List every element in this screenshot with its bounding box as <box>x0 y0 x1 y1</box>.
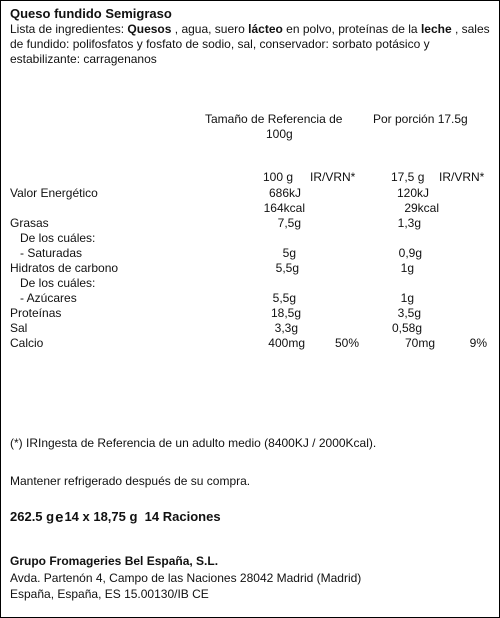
row-value-portion: 0,58g <box>391 321 422 335</box>
col-100g-header: 100 g <box>263 170 294 184</box>
row-value-portion: 1g <box>400 291 414 305</box>
row-ir-portion: 9% <box>469 336 487 350</box>
col-irvrn-header-1: IR/VRN* <box>310 170 356 184</box>
col-portion-header: 17,5 g <box>391 170 425 184</box>
row-label: De los cuáles: <box>20 276 96 290</box>
row-value-portion: 120kJ <box>396 186 429 200</box>
row-value-portion: 29kcal <box>404 201 439 215</box>
net-quantity-line <box>10 509 221 525</box>
row-value-portion: 0,9g <box>398 246 422 260</box>
portions-count: 14 Raciones <box>144 509 221 524</box>
ingredients-part1: , agua, suero <box>171 22 249 36</box>
ingredients-text <box>10 22 492 67</box>
row-value-100g: 164kcal <box>263 201 305 215</box>
reference-size-label-line1: Tamaño de Referencia de <box>205 112 343 126</box>
reference-intake-footnote: (*) IRIngesta de Referencia de un adulto medio (8400KJ / 2000Kcal). <box>10 436 377 450</box>
ingredients-prefix: Lista de ingredientes: <box>10 22 128 36</box>
ingredients-part3: , sales de fundido: polifosfatos y fosfato de sodio, sal, conservador: sorbato potásico y estabilizante: carragenanos <box>10 22 490 66</box>
company-name: Grupo Fromageries Bel España, S.L. <box>10 554 219 568</box>
row-value-100g: 5,5g <box>275 261 299 275</box>
row-label: De los cuáles: <box>20 231 96 245</box>
estimated-sign-icon: e <box>55 509 64 526</box>
row-value-100g: 5g <box>282 246 296 260</box>
reference-size-label-line2: 100g <box>266 127 293 141</box>
row-label: Sal <box>10 321 28 335</box>
row-label: - Saturadas <box>20 246 83 260</box>
product-title: Queso fundido Semigraso <box>10 6 172 21</box>
col-irvrn-header-2: IR/VRN* <box>439 170 485 184</box>
row-value-100g: 686kJ <box>268 186 301 200</box>
row-value-portion: 70mg <box>404 336 435 350</box>
portion-size-label: Por porción 17.5g <box>373 112 468 126</box>
company-country-registry: España, España, ES 15.00130/IB CE <box>10 587 209 601</box>
row-label: Hidratos de carbono <box>10 261 119 275</box>
storage-instructions: Mantener refrigerado después de su compra. <box>10 474 251 488</box>
row-label: Proteínas <box>10 306 62 320</box>
net-weight: 262.5 g <box>10 509 55 524</box>
row-ir-100g: 50% <box>334 336 359 350</box>
row-value-100g: 3,3g <box>274 321 298 335</box>
company-address: Avda. Partenón 4, Campo de las Naciones 28042 Madrid (Madrid) <box>10 571 362 585</box>
row-label: Valor Energético <box>10 186 98 200</box>
row-value-100g: 5,5g <box>272 291 296 305</box>
row-value-100g: 18,5g <box>270 306 301 320</box>
row-value-portion: 3,5g <box>397 306 421 320</box>
row-label: Grasas <box>10 216 49 230</box>
row-label: - Azúcares <box>20 291 77 305</box>
row-value-portion: 1g <box>400 261 414 275</box>
row-value-portion: 1,3g <box>397 216 421 230</box>
portions-detail: 14 x 18,75 g <box>64 509 138 524</box>
row-value-100g: 7,5g <box>277 216 301 230</box>
allergen-leche: leche <box>420 22 452 36</box>
row-label: Calcio <box>10 336 44 350</box>
row-value-100g: 400mg <box>268 336 305 350</box>
allergen-lacteo: lácteo <box>248 22 283 36</box>
ingredients-part2: en polvo, proteínas de la <box>282 22 421 36</box>
allergen-quesos: Quesos <box>127 22 172 36</box>
